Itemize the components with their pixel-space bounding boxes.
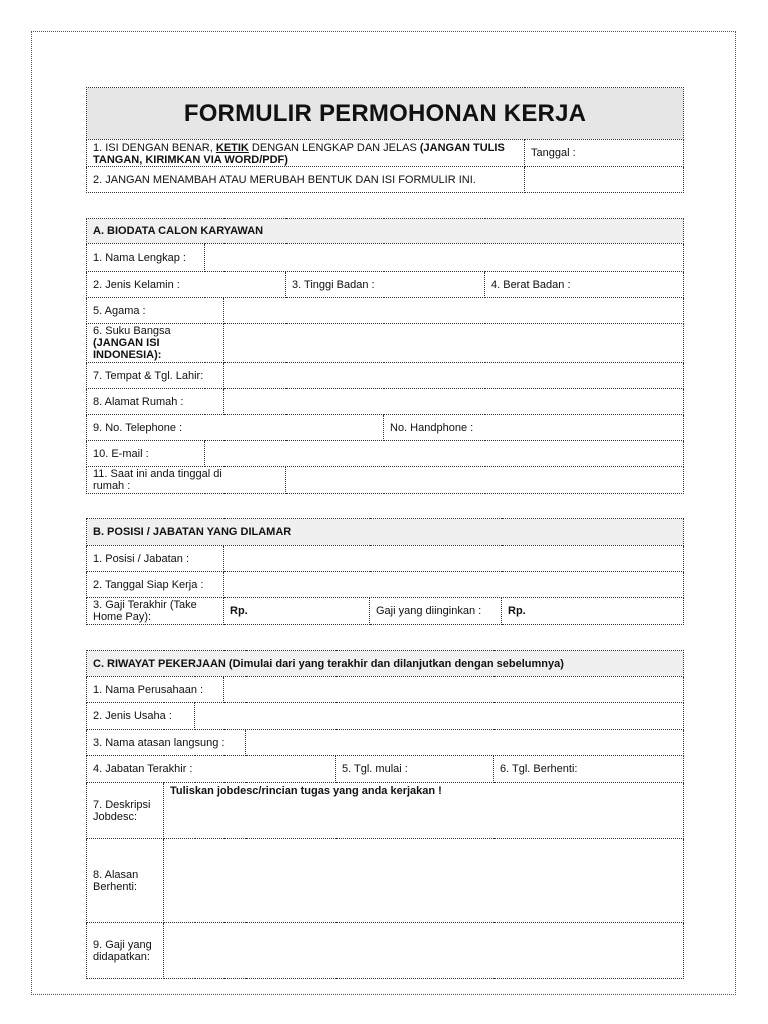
tgl-mulai-field[interactable]: 5. Tgl. mulai :	[336, 756, 494, 783]
tempat-tgl-lahir-field[interactable]	[224, 363, 684, 389]
nama-perusahaan-field[interactable]	[224, 677, 684, 703]
tanggal-field[interactable]	[525, 167, 684, 193]
tanggal-siap-label: 2. Tanggal Siap Kerja :	[87, 572, 224, 598]
jenis-kelamin-field[interactable]: 2. Jenis Kelamin :	[87, 272, 286, 298]
gaji-didapatkan-field[interactable]	[164, 923, 684, 979]
jenis-usaha-label: 2. Jenis Usaha :	[87, 703, 195, 730]
tgl-berhenti-field[interactable]: 6. Tgl. Berhenti:	[494, 756, 684, 783]
section-c-table	[86, 650, 684, 979]
alasan-label: 8. Alasan Berhenti:	[87, 839, 164, 923]
section-c-heading: C. RIWAYAT PEKERJAAN (Dimulai dari yang terakhir dan dilanjutkan dengan sebelumnya)	[87, 651, 684, 677]
jenis-usaha-field[interactable]	[195, 703, 684, 730]
gaji-diinginkan-field[interactable]: Rp.	[502, 598, 684, 625]
suku-bangsa-field[interactable]	[224, 324, 684, 363]
tanggal-siap-field[interactable]	[224, 572, 684, 598]
suku-bangsa-label	[87, 324, 224, 363]
alamat-rumah-field[interactable]	[224, 389, 684, 415]
nama-perusahaan-label: 1. Nama Perusahaan :	[87, 677, 224, 703]
tempat-tgl-lahir-label: 7. Tempat & Tgl. Lahir:	[87, 363, 224, 389]
section-a-heading: A. BIODATA CALON KARYAWAN	[87, 219, 684, 244]
instruction-1-emphasis: KETIK	[215, 141, 249, 154]
tinggal-field[interactable]	[286, 467, 684, 494]
section-b-table	[86, 518, 684, 625]
alamat-rumah-label: 8. Alamat Rumah :	[87, 389, 224, 415]
no-telephone-field[interactable]: 9. No. Telephone :	[87, 415, 384, 441]
gaji-diinginkan-label: Gaji yang diinginkan :	[370, 598, 502, 625]
suku-bangsa-note: (JANGAN ISI INDONESIA):	[93, 337, 162, 361]
gaji-didapatkan-label: 9. Gaji yang didapatkan:	[87, 923, 164, 979]
section-b-heading: B. POSISI / JABATAN YANG DILAMAR	[87, 519, 684, 546]
agama-label: 5. Agama :	[87, 298, 224, 324]
deskripsi-field[interactable]: Tuliskan jobdesc/rincian tugas yang anda kerjakan !	[164, 783, 684, 839]
deskripsi-label: 7. Deskripsi Jobdesc:	[87, 783, 164, 839]
section-a-table	[86, 218, 684, 494]
instruction-1	[87, 140, 525, 167]
posisi-field[interactable]	[224, 546, 684, 572]
nama-lengkap-field[interactable]	[205, 244, 684, 272]
page-title: FORMULIR PERMOHONAN KERJA	[87, 88, 684, 140]
berat-badan-field[interactable]: 4. Berat Badan :	[485, 272, 684, 298]
gaji-terakhir-label: 3. Gaji Terakhir (Take Home Pay):	[87, 598, 224, 625]
no-handphone-field[interactable]: No. Handphone :	[384, 415, 684, 441]
instruction-2: 2. JANGAN MENAMBAH ATAU MERUBAH BENTUK DAN ISI FORMULIR INI.	[87, 167, 525, 193]
gaji-terakhir-field[interactable]: Rp.	[224, 598, 370, 625]
posisi-label: 1. Posisi / Jabatan :	[87, 546, 224, 572]
nama-atasan-field[interactable]	[246, 730, 684, 756]
header-table	[86, 87, 684, 193]
alasan-field[interactable]	[164, 839, 684, 923]
tinggal-label: 11. Saat ini anda tinggal di rumah :	[87, 467, 286, 494]
instruction-1-prefix: 1. ISI DENGAN BENAR,	[93, 141, 216, 154]
tanggal-label[interactable]: Tanggal :	[525, 140, 684, 167]
nama-lengkap-label: 1. Nama Lengkap :	[87, 244, 205, 272]
email-label: 10. E-mail :	[87, 441, 205, 467]
instruction-1-bold: (JANGAN TULIS TANGAN, KIRIMKAN VIA WORD/PDF)	[93, 141, 505, 166]
agama-field[interactable]	[224, 298, 684, 324]
suku-bangsa-label-text: 6. Suku Bangsa	[93, 325, 171, 337]
tinggi-badan-field[interactable]: 3. Tinggi Badan :	[286, 272, 485, 298]
instruction-1-mid: DENGAN LENGKAP DAN JELAS	[248, 141, 420, 154]
email-field[interactable]	[205, 441, 684, 467]
jabatan-terakhir-field[interactable]: 4. Jabatan Terakhir :	[87, 756, 336, 783]
nama-atasan-label: 3. Nama atasan langsung :	[87, 730, 246, 756]
